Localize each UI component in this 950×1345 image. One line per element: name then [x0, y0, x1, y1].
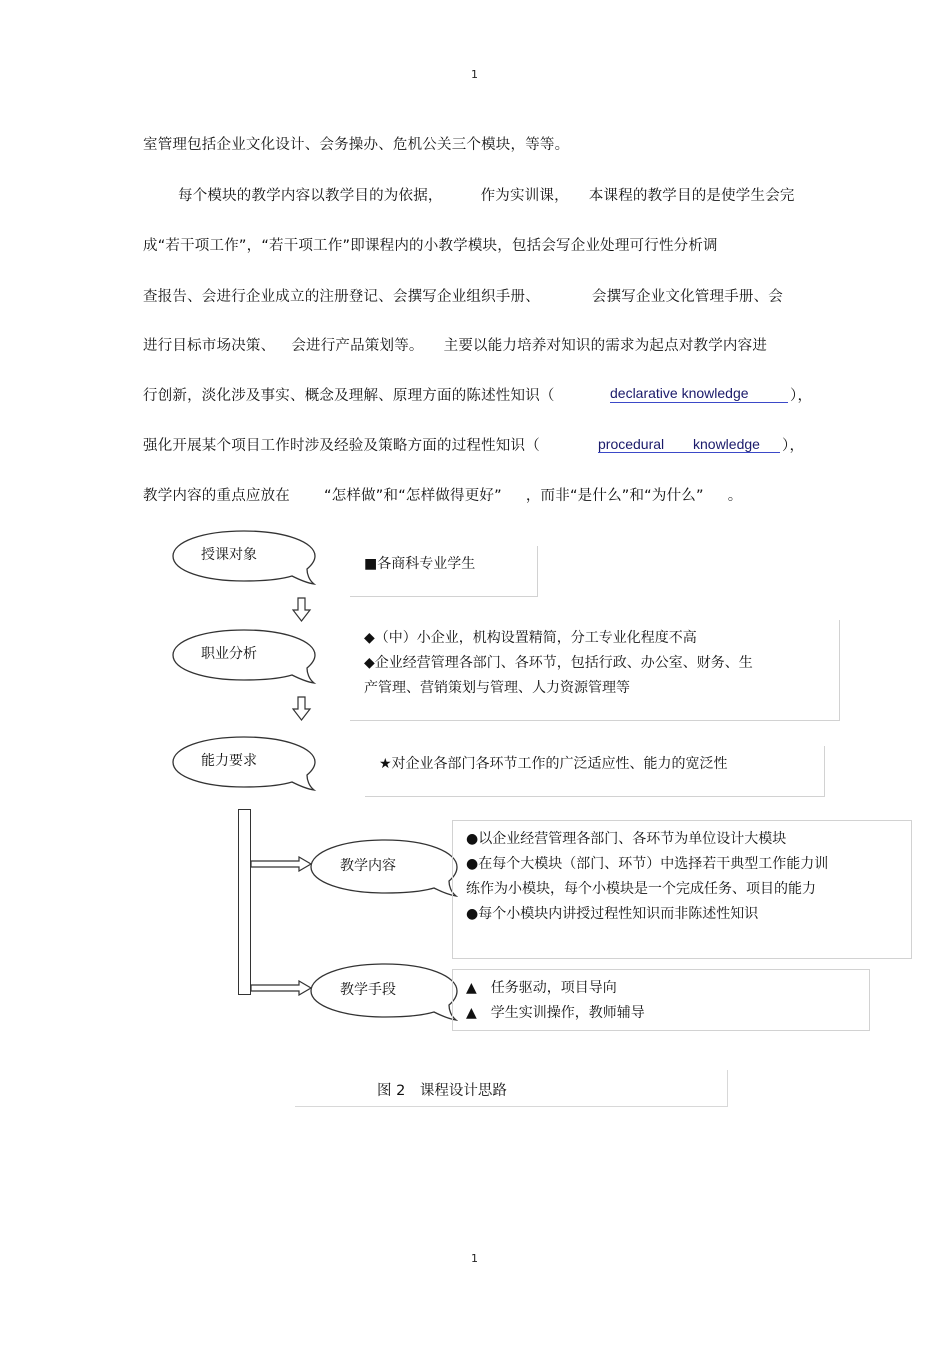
- procedural-term: procedural: [598, 436, 665, 452]
- down-arrow-icon: [292, 597, 312, 623]
- ability-requirements-desc: ★对企业各部门各环节工作的广泛适应性、能力的宽泛性: [379, 756, 728, 772]
- paragraph-line-4: [143, 285, 783, 306]
- right-arrow-icon: [251, 856, 313, 872]
- ability-requirements-box: [365, 746, 825, 797]
- teaching-content-desc-2: ●在每个大模块（部门、环节）中选择若干典型工作能力训: [466, 856, 829, 872]
- career-analysis-desc-3: 产管理、营销策划与管理、人力资源管理等: [364, 680, 630, 696]
- paragraph-line-6: 行创新，淡化涉及事实、概念及理解、原理方面的陈述性知识（: [143, 388, 555, 404]
- bubble-teaching-method-label: 教学手段: [340, 982, 396, 998]
- paragraph-line-8-part-c: ，而非“是什么”和“为什么”: [525, 488, 704, 504]
- bubble-career-analysis: [172, 628, 322, 684]
- career-analysis-desc-2: ◆企业经营管理各部门、各环节，包括行政、办公室、财务、生: [364, 655, 753, 671]
- procedural-knowledge-underline: [598, 452, 780, 453]
- page-number-bottom: 1: [471, 1252, 478, 1265]
- caption-frame: [295, 1070, 728, 1107]
- bubble-career-analysis-label: 职业分析: [201, 646, 257, 662]
- teaching-content-box: [452, 820, 912, 959]
- paragraph-line-4-part-b: 会撰写企业文化管理手册、会: [591, 289, 784, 305]
- paragraph-line-5: [143, 334, 767, 355]
- paragraph-line-4-part-a: 查报告、会进行企业成立的注册登记、会撰写企业组织手册、: [143, 289, 540, 305]
- career-analysis-desc-1: ◆（中）小企业，机构设置精简，分工专业化程度不高: [364, 630, 697, 646]
- teaching-method-desc-2: ▲ 学生实训操作，教师辅导: [466, 1005, 645, 1021]
- bubble-teaching-content-label: 教学内容: [340, 858, 396, 874]
- bubble-ability-requirements: [172, 735, 322, 791]
- vertical-connector-bar: [238, 809, 251, 995]
- teaching-content-desc-1: ●以企业经营管理各部门、各环节为单位设计大模块: [466, 831, 787, 847]
- paragraph-line-2: [178, 184, 795, 205]
- figure-caption: 图 2 课程设计思路: [377, 1083, 507, 1099]
- declarative-knowledge-underline: [610, 402, 788, 403]
- teaching-method-box: [452, 969, 870, 1031]
- knowledge-term: knowledge: [693, 436, 760, 452]
- teaching-content-desc-4: ●每个小模块内讲授过程性知识而非陈述性知识: [466, 906, 759, 922]
- bubble-teaching-content: [310, 838, 465, 898]
- bubble-target-audience: [172, 529, 322, 585]
- paragraph-line-8-part-d: 。: [727, 488, 743, 504]
- right-arrow-icon: [251, 980, 313, 996]
- paragraph-line-2-part-a: 每个模块的教学内容以教学目的为依据，: [178, 188, 443, 204]
- paragraph-line-7: 强化开展某个项目工作时涉及经验及策略方面的过程性知识（: [143, 438, 540, 454]
- page-number-top: 1: [471, 68, 478, 81]
- paragraph-line-8: [143, 484, 742, 505]
- down-arrow-icon: [292, 696, 312, 722]
- paragraph-line-1: 室管理包括企业文化设计、会务操办、危机公关三个模块，等等。: [143, 137, 570, 153]
- bubble-ability-requirements-label: 能力要求: [201, 753, 257, 769]
- paragraph-line-8-part-a: 教学内容的重点应放在: [143, 488, 290, 504]
- target-audience-desc: ■各商科专业学生: [364, 556, 476, 572]
- paragraph-line-5-part-c: 主要以能力培养对知识的需求为起点对教学内容进: [443, 338, 768, 354]
- career-analysis-box: [350, 620, 840, 721]
- teaching-method-desc-1: ▲ 任务驱动，项目导向: [466, 980, 617, 996]
- paragraph-line-7-close: ），: [782, 438, 805, 454]
- paragraph-line-2-part-b: 作为实训课，: [480, 188, 569, 204]
- paragraph-line-2-part-c: 本课程的教学目的是使学生会完: [588, 188, 795, 204]
- bubble-target-audience-label: 授课对象: [201, 547, 257, 563]
- paragraph-line-5-part-b: 会进行产品策划等。: [291, 338, 424, 354]
- declarative-knowledge-term: declarative knowledge: [610, 385, 749, 401]
- paragraph-line-6-close: ），: [790, 388, 813, 404]
- paragraph-line-3: 成“若干项工作”，“若干项工作”即课程内的小教学模块，包括会写企业处理可行性分析调: [143, 238, 718, 254]
- paragraph-line-8-part-b: “怎样做”和“怎样做得更好”: [324, 488, 502, 504]
- teaching-content-desc-3: 练作为小模块，每个小模块是一个完成任务、项目的能力: [466, 881, 816, 897]
- target-audience-box: [350, 546, 538, 597]
- bubble-teaching-method: [310, 962, 465, 1022]
- paragraph-line-5-part-a: 进行目标市场决策、: [143, 338, 276, 354]
